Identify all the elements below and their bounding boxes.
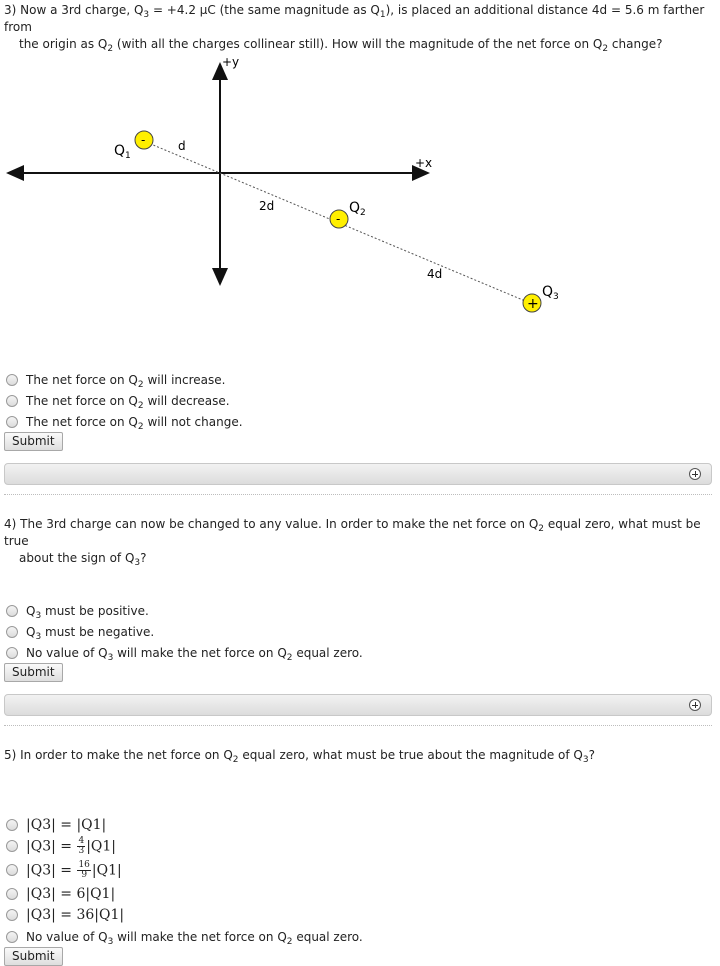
q5-option-math: |Q3| = $\frac{4}{3}$ |Q1|: [26, 835, 117, 856]
charge-q2-label: $Q_2$: [349, 200, 366, 218]
q3-option-label: The net force on $Q_2$ will decrease.: [26, 394, 230, 411]
q3-option-decrease[interactable]: [6, 391, 230, 411]
q3-feedback-bar[interactable]: [4, 463, 712, 485]
question-separator: [4, 494, 712, 495]
charge-q2: [330, 200, 366, 228]
q5-radio-4[interactable]: [6, 888, 18, 900]
q5-option-no-value[interactable]: [6, 927, 363, 947]
q4-option-label: $Q_3$ must be positive.: [26, 604, 149, 621]
q4-option-positive[interactable]: [6, 601, 149, 621]
question-4-line-1: 4) The 3rd charge can now be changed to any value. In order to make the net force on $Q_2$ equal zero, what must be true: [4, 517, 701, 548]
expand-icon[interactable]: [689, 468, 701, 480]
q4-radio-no-value[interactable]: [6, 647, 18, 659]
charge-diagram: [0, 50, 720, 330]
question-5-line-1: 5) In order to make the net force on $Q_2$ equal zero, what must be true about the magnitude of $Q_3$?: [4, 748, 595, 765]
q3-radio-increase[interactable]: [6, 374, 18, 386]
charge-q3-label: $Q_3$: [542, 284, 559, 302]
question-4-text: [4, 516, 716, 567]
q3-option-no-change[interactable]: [6, 412, 243, 432]
fraction: $\frac{4}{3}$: [78, 835, 85, 856]
q5-option-math: |Q3| = 6|Q1|: [26, 886, 116, 902]
q5-option-4[interactable]: [6, 884, 115, 904]
q5-option-math: |Q3| = 36|Q1|: [26, 907, 125, 923]
charge-q1-sign: -: [141, 133, 146, 147]
q5-option-math: |Q3| = $\frac{16}{9}$ |Q1|: [26, 859, 122, 880]
q4-feedback-bar[interactable]: [4, 694, 712, 716]
q3-submit-button[interactable]: Submit: [4, 432, 63, 451]
q3-radio-no-change[interactable]: [6, 416, 18, 428]
fraction: $\frac{16}{9}$: [78, 859, 90, 880]
x-axis-label: +x: [415, 156, 433, 170]
q3-option-increase[interactable]: [6, 370, 225, 390]
q5-option-5[interactable]: [6, 905, 124, 925]
q4-submit-button[interactable]: Submit: [4, 663, 63, 682]
charge-q1: [114, 131, 153, 161]
q4-radio-negative[interactable]: [6, 626, 18, 638]
q5-radio-2[interactable]: [6, 840, 18, 852]
y-axis-label: +y: [222, 55, 240, 69]
distance-2d-label: 2d: [259, 199, 275, 213]
q5-option-1[interactable]: [6, 815, 106, 835]
q3-radio-decrease[interactable]: [6, 395, 18, 407]
q4-option-label: $Q_3$ must be negative.: [26, 625, 155, 642]
charge-q1-label: $Q_1$: [114, 143, 131, 161]
question-3-text: [4, 2, 716, 53]
q5-submit-button[interactable]: Submit: [4, 947, 63, 966]
q5-option-label: No value of $Q_3$ will make the net force on $Q_2$ equal zero.: [26, 930, 363, 947]
q4-option-no-value[interactable]: [6, 643, 363, 663]
q5-radio-3[interactable]: [6, 864, 18, 876]
question-5-text: [4, 747, 716, 764]
q5-option-3[interactable]: [6, 860, 122, 880]
q4-option-negative[interactable]: [6, 622, 154, 642]
q5-radio-1[interactable]: [6, 819, 18, 831]
q5-radio-5[interactable]: [6, 909, 18, 921]
expand-icon[interactable]: [689, 699, 701, 711]
q3-option-label: The net force on $Q_2$ will increase.: [26, 373, 226, 390]
question-3-line-2: the origin as $Q_2$ (with all the charges collinear still). How will the magnitude of the net force on $Q_2$ change?: [19, 37, 663, 54]
q4-radio-positive[interactable]: [6, 605, 18, 617]
charge-q3-sign: +: [527, 296, 539, 312]
distance-d-label: d: [178, 139, 186, 153]
q5-option-2[interactable]: [6, 836, 116, 856]
question-separator: [4, 725, 712, 726]
charge-q2-sign: -: [336, 212, 341, 226]
q3-option-label: The net force on $Q_2$ will not change.: [26, 415, 243, 432]
question-3-line-1: 3) Now a 3rd charge, $Q_3 = +4.2$ μC (the same magnitude as $Q_1$), is placed an additional distance 4d = 5.6 m farther from: [4, 3, 705, 34]
q4-option-label: No value of $Q_3$ will make the net force on $Q_2$ equal zero.: [26, 646, 363, 663]
q5-radio-no-value[interactable]: [6, 931, 18, 943]
charge-q3: [523, 284, 559, 312]
question-4-line-2: about the sign of $Q_3$?: [19, 551, 147, 568]
q5-option-math: |Q3| = |Q1|: [26, 817, 107, 833]
distance-4d-label: 4d: [427, 267, 443, 281]
